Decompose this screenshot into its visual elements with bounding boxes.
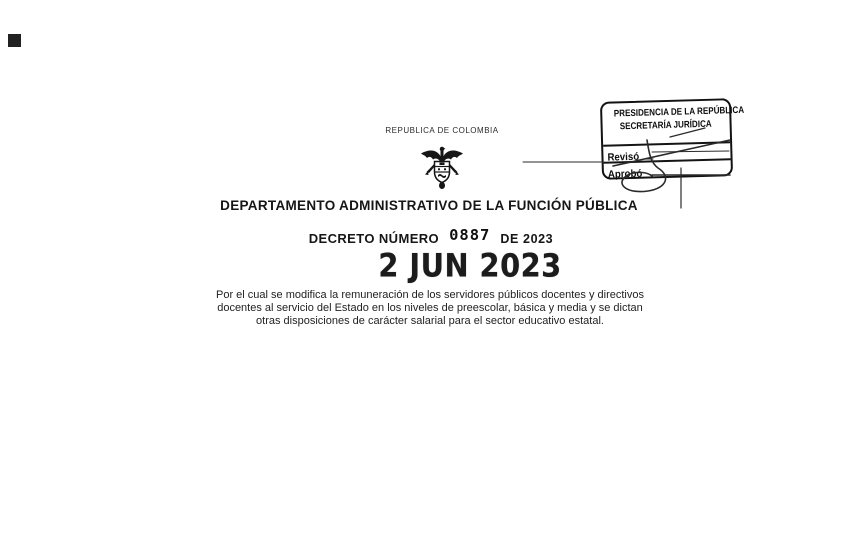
stamp-approved-row: [608, 164, 646, 183]
reviewed-label: Revisó: [607, 150, 640, 164]
approval-stamp-header: [602, 103, 745, 133]
decree-number-line: [6, 226, 850, 248]
scan-artifact-square-icon: [8, 34, 21, 47]
decree-summary: [5, 289, 850, 329]
stamp-office-label: SECRETARÍA JURÍDICA: [619, 118, 713, 133]
summary-line: Por el cual se modifica la remuneración de los servidores públicos docentes y directivos: [216, 289, 644, 301]
republic-label: REPUBLICA DE COLOMBIA: [385, 126, 499, 135]
approval-stamp: [600, 98, 745, 181]
decree-prefix: DECRETO NÚMERO: [308, 231, 440, 246]
date-stamp: 2 JUN 2023: [378, 247, 562, 285]
reviewed-underline: [643, 157, 654, 159]
summary-line: docentes al servicio del Estado en los niveles de preescolar, básica y media y se dictan: [217, 302, 643, 315]
stamp-divider: [603, 141, 730, 147]
decree-number: 0887: [449, 226, 491, 244]
summary-line: otras disposiciones de carácter salarial para el sector educativo estatal.: [256, 315, 604, 328]
stamp-entity-label: PRESIDENCIA DE LA REPÚBLICA: [613, 104, 745, 120]
decree-year: DE 2023: [500, 232, 554, 246]
approved-label: Aprobó: [607, 167, 643, 181]
colombia-coat-of-arms-icon: [418, 143, 466, 193]
department-title: DEPARTAMENTO ADMINISTRATIVO DE LA FUNCIÓN PÚBLICA: [220, 198, 638, 213]
